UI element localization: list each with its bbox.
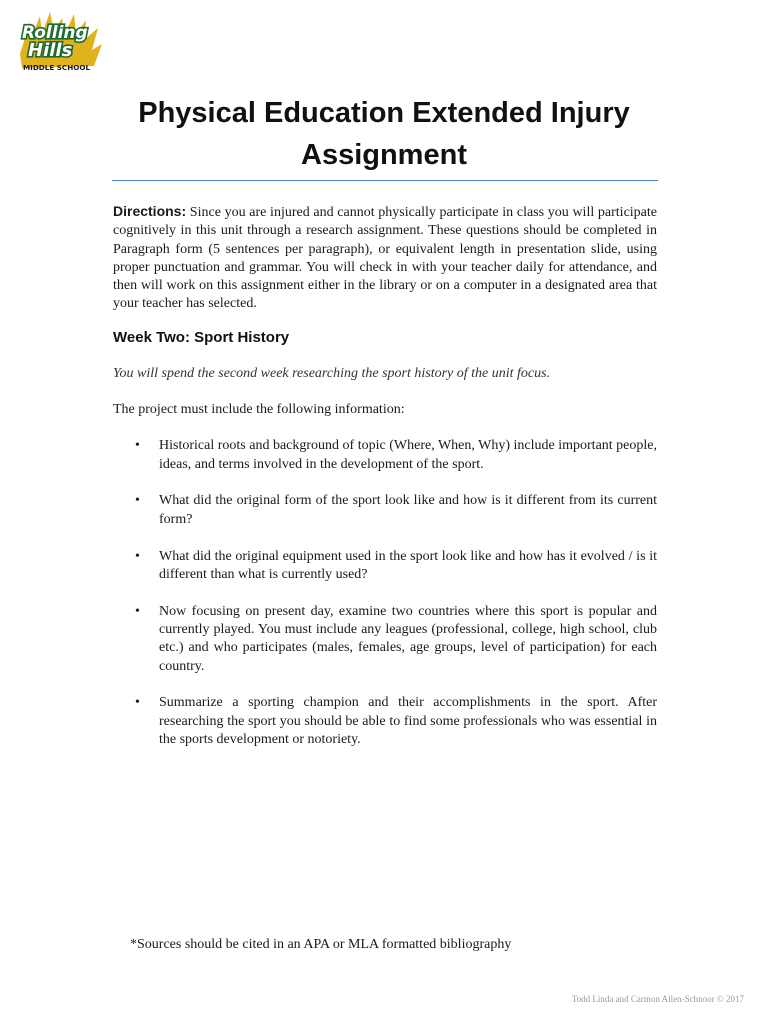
list-item (113, 548, 657, 585)
requirements-lead: The project must include the following information: (113, 402, 405, 418)
bullet-icon: • (135, 438, 140, 454)
list-item (113, 437, 657, 474)
copyright-footer: Todd Linda and Carmon Allen-Schnoor © 2017 (571, 994, 744, 1004)
assignment-body (113, 202, 657, 768)
sources-note: *Sources should be cited in an APA or MLA formatted bibliography (130, 937, 512, 952)
list-item-text: Now focusing on present day, examine two countries where this sport is popular and currently played. You must include any leagues (professional, college, high school, club etc.) and who participates (males, females, age groups, level of participation) for each country. (159, 603, 657, 674)
logo-line2: Hills (28, 40, 73, 61)
logo-line1: Rolling (22, 23, 88, 43)
week-heading: Week Two: Sport History (113, 328, 290, 346)
school-logo (14, 10, 104, 78)
bullet-icon: • (135, 695, 140, 711)
list-item-text: What did the original equipment used in the sport look like and how has it evolved / is it different than what is currently used? (159, 548, 657, 582)
requirements-list (113, 437, 657, 749)
rolling-hills-logo-icon (14, 10, 104, 78)
bullet-icon: • (135, 603, 140, 619)
directions-paragraph (113, 202, 657, 314)
bullet-icon: • (135, 493, 140, 509)
list-item (113, 603, 657, 676)
title-divider (112, 180, 658, 181)
list-item-text: Summarize a sporting champion and their accomplishments in the sport. After researching the sport you should be able to find some professionals who was essential in the sports development or notoriety. (159, 695, 657, 747)
page-title: Physical Education Extended Injury Assignment (138, 97, 630, 171)
list-item (113, 492, 657, 529)
bullet-icon: • (135, 548, 140, 564)
list-item-text: What did the original form of the sport look like and how is it different from its current form? (159, 493, 657, 527)
list-item-text: Historical roots and background of topic (Where, When, Why) include important people, ideas, and terms involved in the development of the sport. (159, 438, 657, 472)
list-item (113, 694, 657, 749)
directions-label: Directions: (113, 203, 187, 219)
logo-line3: MIDDLE SCHOOL (23, 63, 91, 72)
directions-text: Since you are injured and cannot physically participate in class you will participate cognitively in this unit through a research assignment. These questions should be completed in Paragraph form (5 sentences per paragraph), or equivalent length in presentation slide, using proper punctuation and grammar. You will check in with your teacher daily for attendance, and then will work on this assignment either in the library or on a computer in a designated area that your teacher has selected. (113, 205, 657, 312)
intro-text: You will spend the second week researching the sport history of the unit focus. (113, 365, 551, 381)
